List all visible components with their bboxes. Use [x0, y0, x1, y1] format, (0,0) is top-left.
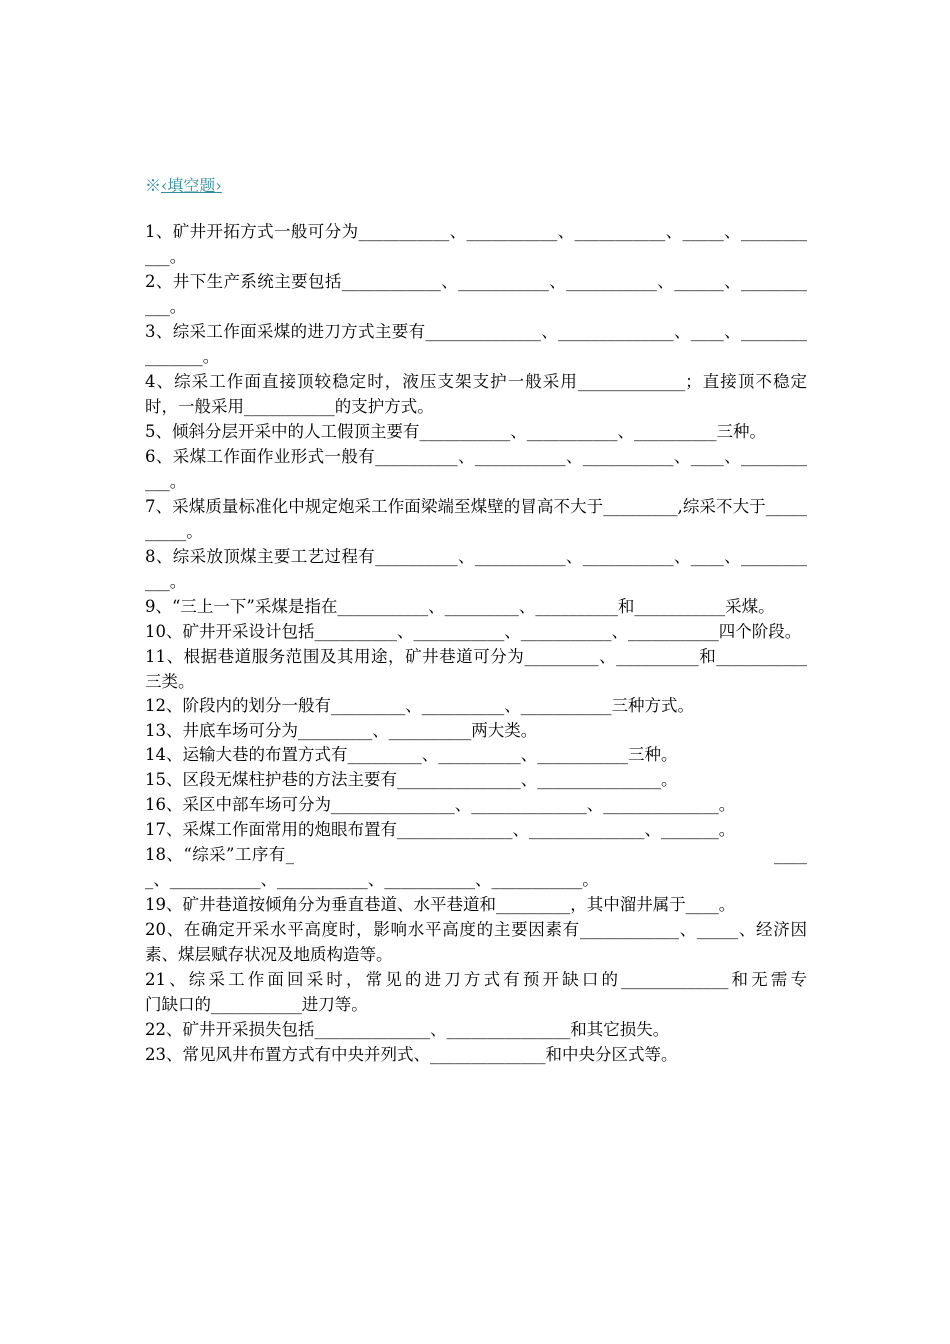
reference-mark-icon: ※: [145, 176, 162, 195]
question-6: 6、采煤工作面作业形式一般有__________、___________、___________、____、___________。: [145, 447, 807, 491]
question-16: 16、采区中部车场可分为_______________、______________、______________。: [145, 795, 736, 814]
question-3: 3、综采工作面采煤的进刀方式主要有______________、______________、____、_______________。: [145, 322, 807, 366]
question-2: 2、井下生产系统主要包括____________、___________、___________、______、___________。: [145, 272, 807, 316]
question-7: 7、采煤质量标准化中规定炮采工作面梁端至煤壁的冒高不大于_________,综采不大于__________。: [145, 497, 807, 541]
question-4: 4、综采工作面直接顶较稳定时，液压支架支护一般采用_____________；直接顶不稳定时，一般采用___________的支护方式。: [145, 372, 807, 416]
question-23: 23、常见风井布置方式有中央并列式、______________和中央分区式等。: [145, 1045, 678, 1064]
question-14: 14、运输大巷的布置方式有_________、__________、___________三种。: [145, 745, 678, 764]
question-17: 17、采煤工作面常用的炮眼布置有______________、______________、_______。: [145, 820, 736, 839]
question-12: 12、阶段内的划分一般有_________、__________、___________三种方式。: [145, 696, 694, 715]
question-13: 13、井底车场可分为_________、__________两大类。: [145, 720, 538, 740]
question-1: 1、矿井开拓方式一般可分为___________、___________、___________、_____、___________。: [145, 222, 807, 266]
question-9: 9、“三上一下”采煤是指在___________、_________、__________和___________采煤。: [145, 597, 775, 616]
document-page: [145, 175, 890, 1067]
question-20: 20、在确定开采水平高度时，影响水平高度的主要因素有____________、_____、经济因素、煤层赋存状况及地质构造等。: [145, 920, 807, 964]
question-19: 19、矿井巷道按倾角分为垂直巷道、水平巷道和_________，其中溜井属于____。: [145, 895, 736, 914]
question-10: 10、矿井开采设计包括__________、___________、___________、___________四个阶段。: [145, 622, 802, 641]
question-5: 5、倾斜分层开采中的人工假顶主要有___________、___________、__________三种。: [145, 422, 766, 441]
question-8: 8、综采放顶煤主要工艺过程有__________、___________、___________、____、___________。: [145, 547, 807, 591]
question-15: 15、区段无煤柱护巷的方法主要有_______________、_______________。: [145, 769, 678, 789]
question-21: 21、综采工作面回采时，常见的进刀方式有预开缺口的_____________和无需专 门缺口的___________进刀等。: [145, 970, 890, 1014]
fill-in-blank-heading-link[interactable]: ‹填空题›: [161, 176, 222, 195]
question-18: 18、“综采”工序有_ _____、___________、___________、___________、___________。: [145, 845, 807, 889]
question-11: 11、根据巷道服务范围及其用途，矿井巷道可分为_________、__________和___________三类。: [145, 647, 807, 691]
question-22: 22、矿井开采损失包括______________、_______________和其它损失。: [145, 1020, 670, 1039]
section-heading: [145, 175, 807, 197]
